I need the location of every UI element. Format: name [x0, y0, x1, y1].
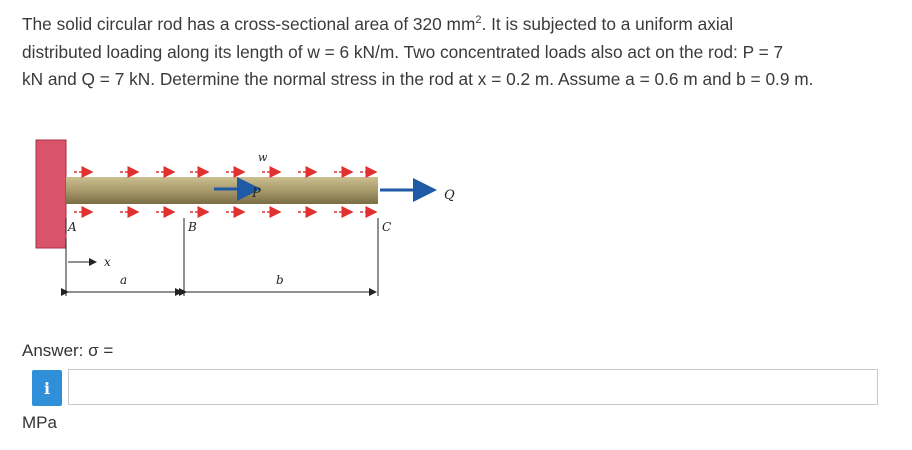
label-c-point: C	[382, 220, 392, 234]
label-w: w	[258, 151, 268, 164]
problem-text: . It is subjected to a uniform axial	[481, 14, 734, 34]
label-b-point: B	[188, 220, 197, 234]
rod-figure	[30, 130, 470, 310]
label-p: P	[252, 186, 261, 201]
rod-diagram	[30, 130, 470, 310]
superscript: 2	[475, 14, 482, 27]
problem-statement	[22, 11, 902, 94]
label-a-dim: a	[120, 273, 128, 287]
problem-line-3: kN and Q = 7 kN. Determine the normal stress in the rod at x = 0.2 m. Assume a = 0.6 m and b = 0.9 m.	[22, 69, 814, 89]
answer-input[interactable]	[68, 369, 878, 405]
answer-label: Answer: σ =	[22, 341, 114, 360]
label-x: x	[104, 255, 111, 269]
problem-line-1	[22, 11, 902, 39]
fixed-wall	[36, 140, 66, 248]
problem-text: The solid circular rod has a cross-sectional area of 320 mm	[22, 14, 476, 34]
label-a-point: A	[68, 220, 77, 234]
info-icon[interactable]: i	[32, 370, 62, 406]
problem-line-2: distributed loading along its length of w = 6 kN/m. Two concentrated loads also act on the rod: P = 7	[22, 41, 784, 62]
label-q: Q	[444, 188, 455, 203]
label-b-dim: b	[276, 273, 284, 287]
unit-label: MPa	[22, 413, 57, 432]
